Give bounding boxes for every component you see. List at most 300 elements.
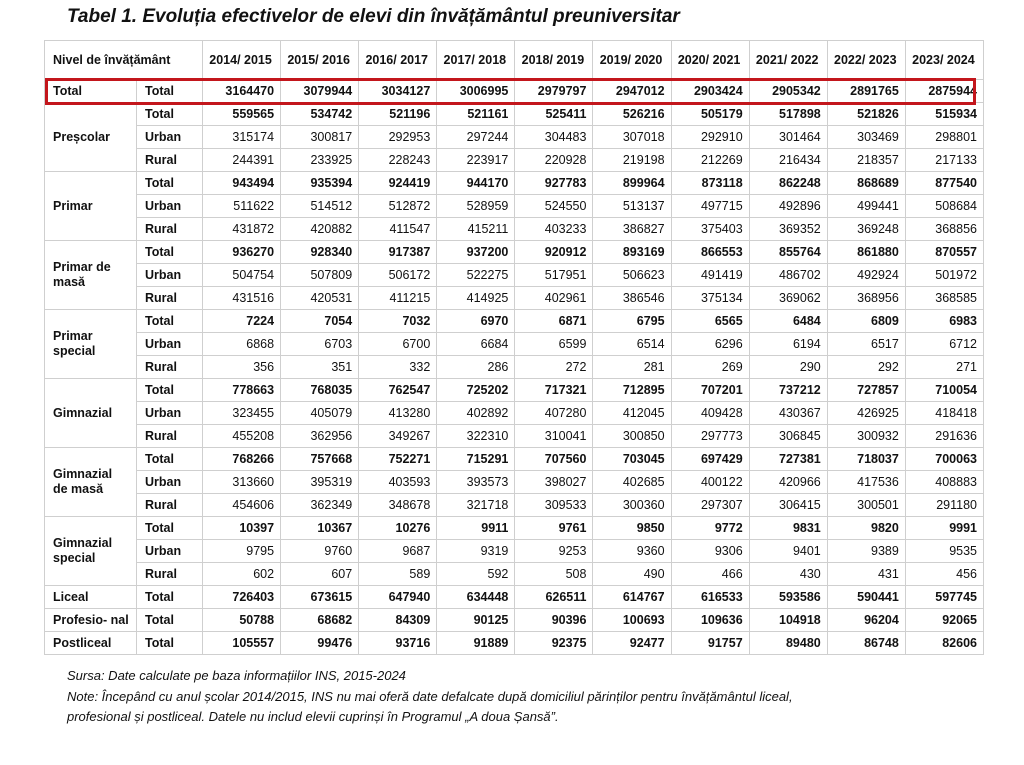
value-cell: 727381 [749,448,827,471]
value-cell: 521826 [827,103,905,126]
value-cell: 456 [905,563,983,586]
table-row [45,356,984,379]
value-cell: 405079 [281,402,359,425]
area-label: Total [137,632,203,655]
area-label: Total [137,103,203,126]
value-cell: 313660 [203,471,281,494]
value-cell: 517898 [749,103,827,126]
area-label: Total [137,379,203,402]
value-cell: 322310 [437,425,515,448]
area-label: Total [137,80,203,103]
value-cell: 431516 [203,287,281,310]
value-cell: 414925 [437,287,515,310]
value-cell: 93716 [359,632,437,655]
value-cell: 2979797 [515,80,593,103]
value-cell: 707560 [515,448,593,471]
value-cell: 332 [359,356,437,379]
value-cell: 778663 [203,379,281,402]
value-cell: 524550 [515,195,593,218]
value-cell: 9306 [671,540,749,563]
value-cell: 89480 [749,632,827,655]
year-header: 2018/ 2019 [515,41,593,80]
value-cell: 291180 [905,494,983,517]
value-cell: 614767 [593,586,671,609]
value-cell: 286 [437,356,515,379]
value-cell: 512872 [359,195,437,218]
table-row [45,241,984,264]
value-cell: 306415 [749,494,827,517]
area-label: Rural [137,356,203,379]
level-label: Gimnazial de masă [45,448,137,517]
value-cell: 534742 [281,103,359,126]
value-cell: 707201 [671,379,749,402]
value-cell: 559565 [203,103,281,126]
value-cell: 10367 [281,517,359,540]
value-cell: 514512 [281,195,359,218]
value-cell: 92065 [905,609,983,632]
table-row [45,402,984,425]
value-cell: 281 [593,356,671,379]
value-cell: 291636 [905,425,983,448]
value-cell: 6296 [671,333,749,356]
value-cell: 647940 [359,586,437,609]
table-row [45,80,984,103]
value-cell: 508684 [905,195,983,218]
area-label: Rural [137,425,203,448]
area-label: Urban [137,195,203,218]
value-cell: 426925 [827,402,905,425]
value-cell: 507809 [281,264,359,287]
value-cell: 521196 [359,103,437,126]
value-cell: 90125 [437,609,515,632]
area-label: Urban [137,126,203,149]
table-row [45,425,984,448]
level-label: Profesio- nal [45,609,137,632]
value-cell: 6970 [437,310,515,333]
value-cell: 402961 [515,287,593,310]
area-label: Urban [137,540,203,563]
value-cell: 861880 [827,241,905,264]
value-cell: 368856 [905,218,983,241]
value-cell: 418418 [905,402,983,425]
value-cell: 7224 [203,310,281,333]
value-cell: 862248 [749,172,827,195]
table-row [45,126,984,149]
value-cell: 10397 [203,517,281,540]
value-cell: 68682 [281,609,359,632]
value-cell: 395319 [281,471,359,494]
value-cell: 398027 [515,471,593,494]
value-cell: 415211 [437,218,515,241]
value-cell: 737212 [749,379,827,402]
value-cell: 90396 [515,609,593,632]
note-line: Note: Începând cu anul școlar 2014/2015, INS nu mai oferă date defalcate după domiciliul părinților pentru învățământul liceal, [67,689,793,704]
value-cell: 109636 [671,609,749,632]
value-cell: 271 [905,356,983,379]
value-cell: 400122 [671,471,749,494]
value-cell: 893169 [593,241,671,264]
value-cell: 99476 [281,632,359,655]
value-cell: 490 [593,563,671,586]
value-cell: 368956 [827,287,905,310]
value-cell: 91757 [671,632,749,655]
value-cell: 91889 [437,632,515,655]
value-cell: 634448 [437,586,515,609]
table-row [45,563,984,586]
value-cell: 9253 [515,540,593,563]
value-cell: 368585 [905,287,983,310]
value-cell: 508 [515,563,593,586]
value-cell: 220928 [515,149,593,172]
source-note: Sursa: Date calculate pe baza informațiilor INS, 2015-2024 [67,668,406,683]
area-label: Rural [137,287,203,310]
value-cell: 301464 [749,126,827,149]
value-cell: 411215 [359,287,437,310]
value-cell: 50788 [203,609,281,632]
value-cell: 216434 [749,149,827,172]
table-row [45,172,984,195]
value-cell: 300932 [827,425,905,448]
value-cell: 233925 [281,149,359,172]
value-cell: 315174 [203,126,281,149]
value-cell: 92477 [593,632,671,655]
note-line: profesional și postliceal. Datele nu includ elevii cuprinși în Programul „A doua Șansă”. [67,709,559,724]
value-cell: 84309 [359,609,437,632]
value-cell: 10276 [359,517,437,540]
value-cell: 228243 [359,149,437,172]
table-row [45,149,984,172]
table-row [45,517,984,540]
value-cell: 310041 [515,425,593,448]
value-cell: 411547 [359,218,437,241]
area-label: Total [137,517,203,540]
value-cell: 486702 [749,264,827,287]
value-cell: 936270 [203,241,281,264]
year-header: 2014/ 2015 [203,41,281,80]
value-cell: 725202 [437,379,515,402]
value-cell: 928340 [281,241,359,264]
value-cell: 712895 [593,379,671,402]
value-cell: 219198 [593,149,671,172]
area-label: Rural [137,149,203,172]
table-row [45,448,984,471]
table-row [45,471,984,494]
value-cell: 521161 [437,103,515,126]
value-cell: 6809 [827,310,905,333]
value-cell: 7054 [281,310,359,333]
value-cell: 300501 [827,494,905,517]
area-label: Total [137,448,203,471]
value-cell: 92375 [515,632,593,655]
value-cell: 877540 [905,172,983,195]
value-cell: 9820 [827,517,905,540]
area-label: Urban [137,402,203,425]
value-cell: 348678 [359,494,437,517]
value-cell: 104918 [749,609,827,632]
value-cell: 386546 [593,287,671,310]
value-cell: 292 [827,356,905,379]
value-cell: 417536 [827,471,905,494]
value-cell: 386827 [593,218,671,241]
value-cell: 3164470 [203,80,281,103]
value-cell: 2875944 [905,80,983,103]
area-label: Total [137,609,203,632]
value-cell: 768035 [281,379,359,402]
value-cell: 244391 [203,149,281,172]
table-row [45,540,984,563]
table-title: Tabel 1. Evoluția efectivelor de elevi din învățământul preuniversitar [67,6,680,27]
value-cell: 607 [281,563,359,586]
value-cell: 300850 [593,425,671,448]
value-cell: 917387 [359,241,437,264]
students-table [44,40,984,655]
level-label: Gimnazial special [45,517,137,586]
value-cell: 298801 [905,126,983,149]
value-cell: 3006995 [437,80,515,103]
value-cell: 589 [359,563,437,586]
value-cell: 597745 [905,586,983,609]
value-cell: 590441 [827,586,905,609]
value-cell: 943494 [203,172,281,195]
table-row [45,310,984,333]
area-label: Urban [137,471,203,494]
value-cell: 924419 [359,172,437,195]
table-row [45,264,984,287]
value-cell: 870557 [905,241,983,264]
level-label: Preșcolar [45,103,137,172]
value-cell: 431872 [203,218,281,241]
value-cell: 506172 [359,264,437,287]
value-cell: 2905342 [749,80,827,103]
value-cell: 300360 [593,494,671,517]
value-cell: 9831 [749,517,827,540]
area-label: Total [137,241,203,264]
table-row [45,218,984,241]
value-cell: 362349 [281,494,359,517]
value-cell: 515934 [905,103,983,126]
value-cell: 403593 [359,471,437,494]
value-cell: 727857 [827,379,905,402]
value-cell: 409428 [671,402,749,425]
value-cell: 6517 [827,333,905,356]
area-label: Rural [137,563,203,586]
value-cell: 306845 [749,425,827,448]
value-cell: 297773 [671,425,749,448]
value-cell: 6484 [749,310,827,333]
value-cell: 868689 [827,172,905,195]
value-cell: 6795 [593,310,671,333]
value-cell: 525411 [515,103,593,126]
value-cell: 492896 [749,195,827,218]
value-cell: 217133 [905,149,983,172]
value-cell: 703045 [593,448,671,471]
value-cell: 6684 [437,333,515,356]
value-cell: 9401 [749,540,827,563]
value-cell: 710054 [905,379,983,402]
value-cell: 715291 [437,448,515,471]
value-cell: 86748 [827,632,905,655]
value-cell: 303469 [827,126,905,149]
level-label: Postliceal [45,632,137,655]
value-cell: 96204 [827,609,905,632]
value-cell: 511622 [203,195,281,218]
level-label: Gimnazial [45,379,137,448]
value-cell: 9991 [905,517,983,540]
value-cell: 700063 [905,448,983,471]
value-cell: 499441 [827,195,905,218]
value-cell: 592 [437,563,515,586]
level-label: Total [45,80,137,103]
value-cell: 2947012 [593,80,671,103]
value-cell: 6712 [905,333,983,356]
value-cell: 223917 [437,149,515,172]
header-row [45,41,984,80]
level-label: Primar de masă [45,241,137,310]
area-label: Total [137,172,203,195]
year-header: 2020/ 2021 [671,41,749,80]
value-cell: 6599 [515,333,593,356]
value-cell: 369062 [749,287,827,310]
value-cell: 375403 [671,218,749,241]
value-cell: 218357 [827,149,905,172]
value-cell: 505179 [671,103,749,126]
value-cell: 593586 [749,586,827,609]
value-cell: 9911 [437,517,515,540]
year-header: 2016/ 2017 [359,41,437,80]
value-cell: 526216 [593,103,671,126]
value-cell: 6703 [281,333,359,356]
value-cell: 454606 [203,494,281,517]
value-cell: 504754 [203,264,281,287]
year-header: 2017/ 2018 [437,41,515,80]
value-cell: 855764 [749,241,827,264]
value-cell: 9761 [515,517,593,540]
table-row [45,287,984,310]
value-cell: 304483 [515,126,593,149]
value-cell: 297244 [437,126,515,149]
year-header: 2022/ 2023 [827,41,905,80]
value-cell: 292910 [671,126,749,149]
value-cell: 768266 [203,448,281,471]
value-cell: 6514 [593,333,671,356]
value-cell: 866553 [671,241,749,264]
value-cell: 522275 [437,264,515,287]
value-cell: 6983 [905,310,983,333]
area-label: Urban [137,264,203,287]
value-cell: 6871 [515,310,593,333]
value-cell: 402685 [593,471,671,494]
value-cell: 7032 [359,310,437,333]
value-cell: 718037 [827,448,905,471]
value-cell: 2891765 [827,80,905,103]
value-cell: 9760 [281,540,359,563]
value-cell: 297307 [671,494,749,517]
value-cell: 408883 [905,471,983,494]
value-cell: 717321 [515,379,593,402]
table-row [45,586,984,609]
area-label: Total [137,310,203,333]
value-cell: 413280 [359,402,437,425]
table-row [45,195,984,218]
table-row [45,103,984,126]
value-cell: 292953 [359,126,437,149]
value-cell: 9795 [203,540,281,563]
area-label: Total [137,586,203,609]
value-cell: 403233 [515,218,593,241]
value-cell: 300817 [281,126,359,149]
value-cell: 420882 [281,218,359,241]
value-cell: 431 [827,563,905,586]
value-cell: 369352 [749,218,827,241]
year-header: 2023/ 2024 [905,41,983,80]
value-cell: 290 [749,356,827,379]
level-label: Liceal [45,586,137,609]
value-cell: 100693 [593,609,671,632]
value-cell: 323455 [203,402,281,425]
value-cell: 762547 [359,379,437,402]
value-cell: 9319 [437,540,515,563]
value-cell: 455208 [203,425,281,448]
value-cell: 899964 [593,172,671,195]
value-cell: 420966 [749,471,827,494]
value-cell: 873118 [671,172,749,195]
value-cell: 937200 [437,241,515,264]
value-cell: 497715 [671,195,749,218]
value-cell: 491419 [671,264,749,287]
value-cell: 466 [671,563,749,586]
value-cell: 9772 [671,517,749,540]
value-cell: 517951 [515,264,593,287]
area-label: Urban [137,333,203,356]
value-cell: 369248 [827,218,905,241]
value-cell: 3034127 [359,80,437,103]
value-cell: 9850 [593,517,671,540]
table-row [45,609,984,632]
table-row [45,632,984,655]
table-row [45,333,984,356]
value-cell: 407280 [515,402,593,425]
value-cell: 402892 [437,402,515,425]
value-cell: 375134 [671,287,749,310]
value-cell: 697429 [671,448,749,471]
year-header: 2019/ 2020 [593,41,671,80]
value-cell: 412045 [593,402,671,425]
level-label: Primar special [45,310,137,379]
value-cell: 927783 [515,172,593,195]
value-cell: 272 [515,356,593,379]
value-cell: 82606 [905,632,983,655]
value-cell: 616533 [671,586,749,609]
table-body [45,80,984,655]
value-cell: 420531 [281,287,359,310]
value-cell: 528959 [437,195,515,218]
value-cell: 9535 [905,540,983,563]
table-row [45,379,984,402]
value-cell: 3079944 [281,80,359,103]
value-cell: 309533 [515,494,593,517]
value-cell: 513137 [593,195,671,218]
value-cell: 506623 [593,264,671,287]
area-label: Rural [137,494,203,517]
year-header: 2015/ 2016 [281,41,359,80]
value-cell: 356 [203,356,281,379]
value-cell: 9389 [827,540,905,563]
value-cell: 6194 [749,333,827,356]
value-cell: 2903424 [671,80,749,103]
value-cell: 944170 [437,172,515,195]
value-cell: 6565 [671,310,749,333]
value-cell: 9687 [359,540,437,563]
